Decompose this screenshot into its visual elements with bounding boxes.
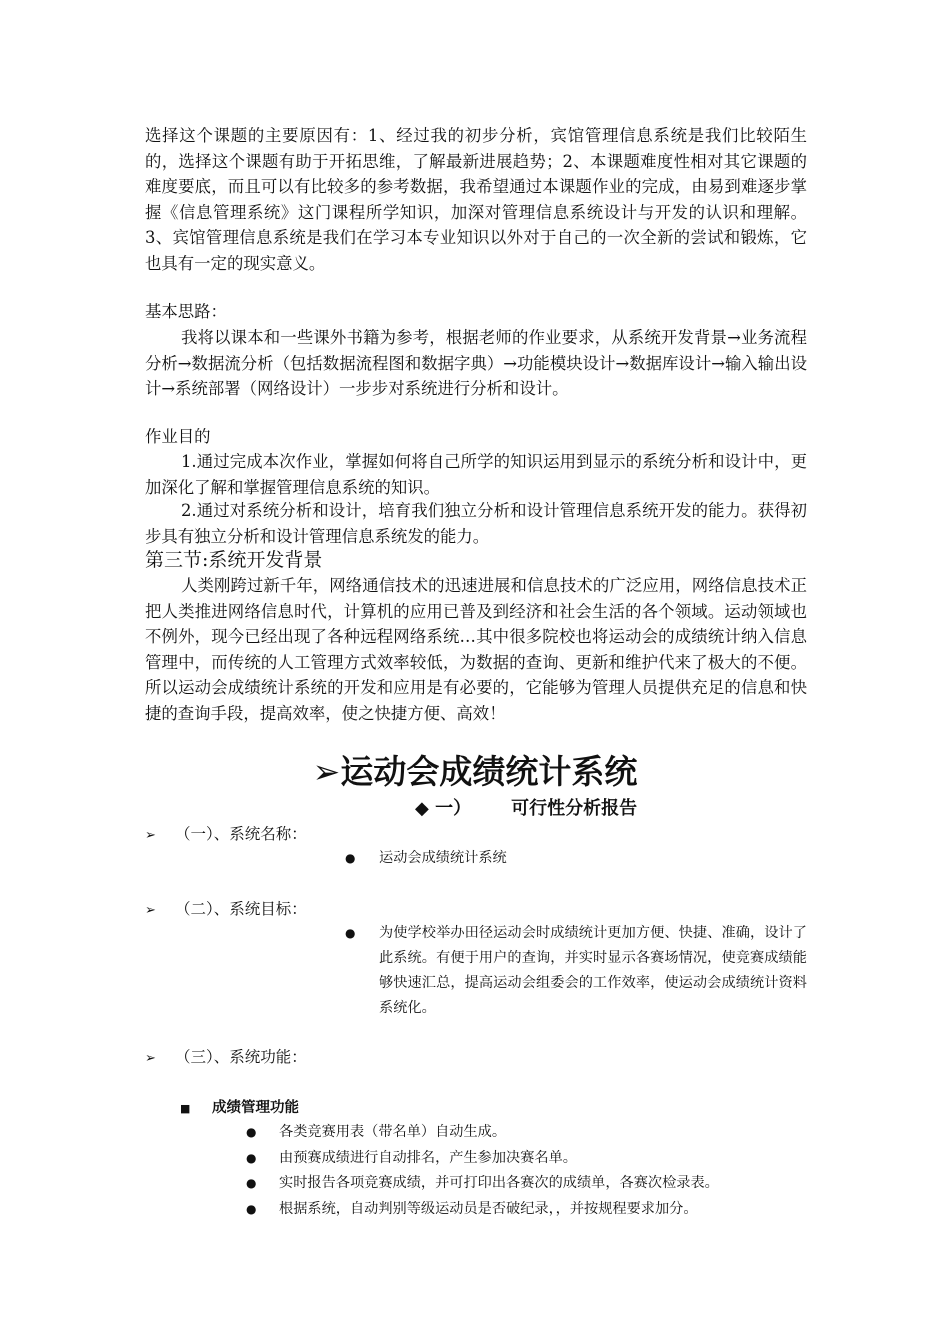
reasons-paragraph: 选择这个课题的主要原因有：1、经过我的初步分析，宾馆管理信息系统是我们比较陌生的，选择这个课题有助于开拓思维，了解最新进展趋势；2、本课题难度性相对其它课题的难度要底，而且可以有比较多的参考数据，我希望通过本课题作业的完成，由易到难逐步掌握《信息管理系统》这门课程所学知识，加深对管理信息系统设计与开发的认识和理解。3、宾馆管理信息系统是我们在学习本专业知识以外对于自己的一次全新的尝试和锻炼，它也具有一定的现实意义。 bbox=[145, 126, 807, 273]
circle-bullet-icon: ● bbox=[345, 851, 356, 865]
score-management-list bbox=[246, 1120, 816, 1222]
section-system-goal-label: （二）、系统目标： bbox=[175, 900, 307, 918]
section-system-function-label: （三）、系统功能： bbox=[175, 1048, 307, 1066]
list-item bbox=[246, 1146, 816, 1172]
list-item bbox=[246, 1171, 816, 1197]
system-name-item bbox=[345, 846, 807, 871]
section-system-goal bbox=[145, 897, 307, 923]
purpose-paragraph-1: 1.通过完成本次作业，掌握如何将自己所学的知识运用到显示的系统分析和设计中，更加深化了解和掌握管理信息系统的知识。 bbox=[145, 452, 807, 497]
arrow-bullet-icon: ➢ bbox=[145, 1051, 156, 1066]
system-goal-text: 为使学校举办田径运动会时成绩统计更加方便、快捷、准确，设计了此系统。有便于用户的查询，并实时显示各赛场情况，使竞赛成绩能够快速汇总，提高运动会组委会的工作效率，使运动会成绩统计资料系统化。 bbox=[379, 925, 807, 1016]
background-paragraph: 人类刚跨过新千年，网络通信技术的迅速进展和信息技术的广泛应用，网络信息技术正把人类推进网络信息时代，计算机的应用已普及到经济和社会生活的各个领域。运动领域也不例外，现今已经出现了各种远程网络系统…其中很多院校也将运动会的成绩统计纳入信息管理中，而传统的人工管理方式效率较低，为数据的查询、更新和维护代来了极大的不便。所以运动会成绩统计系统的开发和应用是有必要的，它能够为管理人员提供充足的信息和快捷的查询手段，提高效率，使之快捷方便、高效！ bbox=[145, 576, 807, 723]
list-item-text: 各类竞赛用表（带名单）自动生成。 bbox=[279, 1124, 507, 1140]
main-title-text: 运动会成绩统计系统 bbox=[340, 752, 638, 791]
circle-bullet-icon: ● bbox=[246, 1150, 257, 1165]
diamond-marker-icon: ◆ bbox=[415, 798, 429, 819]
circle-bullet-icon: ● bbox=[345, 926, 356, 940]
list-item bbox=[246, 1120, 816, 1146]
arrow-bullet-icon: ➢ bbox=[145, 828, 156, 843]
circle-bullet-icon: ● bbox=[246, 1201, 257, 1216]
list-item-text: 由预赛成绩进行自动排名，产生参加决赛名单。 bbox=[279, 1149, 577, 1166]
basic-idea-label: 基本思路： bbox=[145, 302, 227, 321]
main-title bbox=[0, 750, 950, 794]
feasibility-subtitle bbox=[415, 795, 637, 823]
square-bullet-icon: ■ bbox=[180, 1102, 191, 1115]
list-item bbox=[246, 1197, 816, 1223]
circle-bullet-icon: ● bbox=[246, 1125, 257, 1139]
subtitle-number: 一） bbox=[435, 798, 472, 819]
section-system-name bbox=[145, 822, 307, 848]
system-goal-item bbox=[345, 921, 807, 1021]
basic-idea-paragraph: 我将以课本和一些课外书籍为参考，根据老师的作业要求，从系统开发背景→业务流程分析→数据流分析（包括数据流程图和数据字典）→功能模块设计→数据库设计→输入输出设计→系统部署（网络设计）一步步对系统进行分析和设计。 bbox=[145, 328, 807, 399]
score-management-title: 成绩管理功能 bbox=[212, 1100, 299, 1116]
section-3-heading: 第三节:系统开发背景 bbox=[145, 549, 323, 571]
circle-bullet-icon: ● bbox=[246, 1176, 257, 1190]
purpose-label: 作业目的 bbox=[145, 427, 211, 446]
arrow-marker-icon: ➢ bbox=[312, 752, 341, 791]
subtitle-text: 可行性分析报告 bbox=[511, 798, 638, 819]
section-system-name-label: （一）、系统名称： bbox=[175, 825, 307, 843]
purpose-paragraph-2: 2.通过对系统分析和设计，培育我们独立分析和设计管理信息系统开发的能力。获得初步具有独立分析和设计管理信息系统发的能力。 bbox=[145, 501, 807, 546]
score-management-heading bbox=[180, 1096, 299, 1121]
section-system-function bbox=[145, 1045, 307, 1071]
system-name-text: 运动会成绩统计系统 bbox=[379, 850, 507, 866]
arrow-bullet-icon: ➢ bbox=[145, 903, 156, 918]
list-item-text: 根据系统，自动判别等级运动员是否破纪录，，并按规程要求加分。 bbox=[279, 1200, 698, 1217]
list-item-text: 实时报告各项竞赛成绩，并可打印出各赛次的成绩单，各赛次检录表。 bbox=[279, 1175, 719, 1191]
